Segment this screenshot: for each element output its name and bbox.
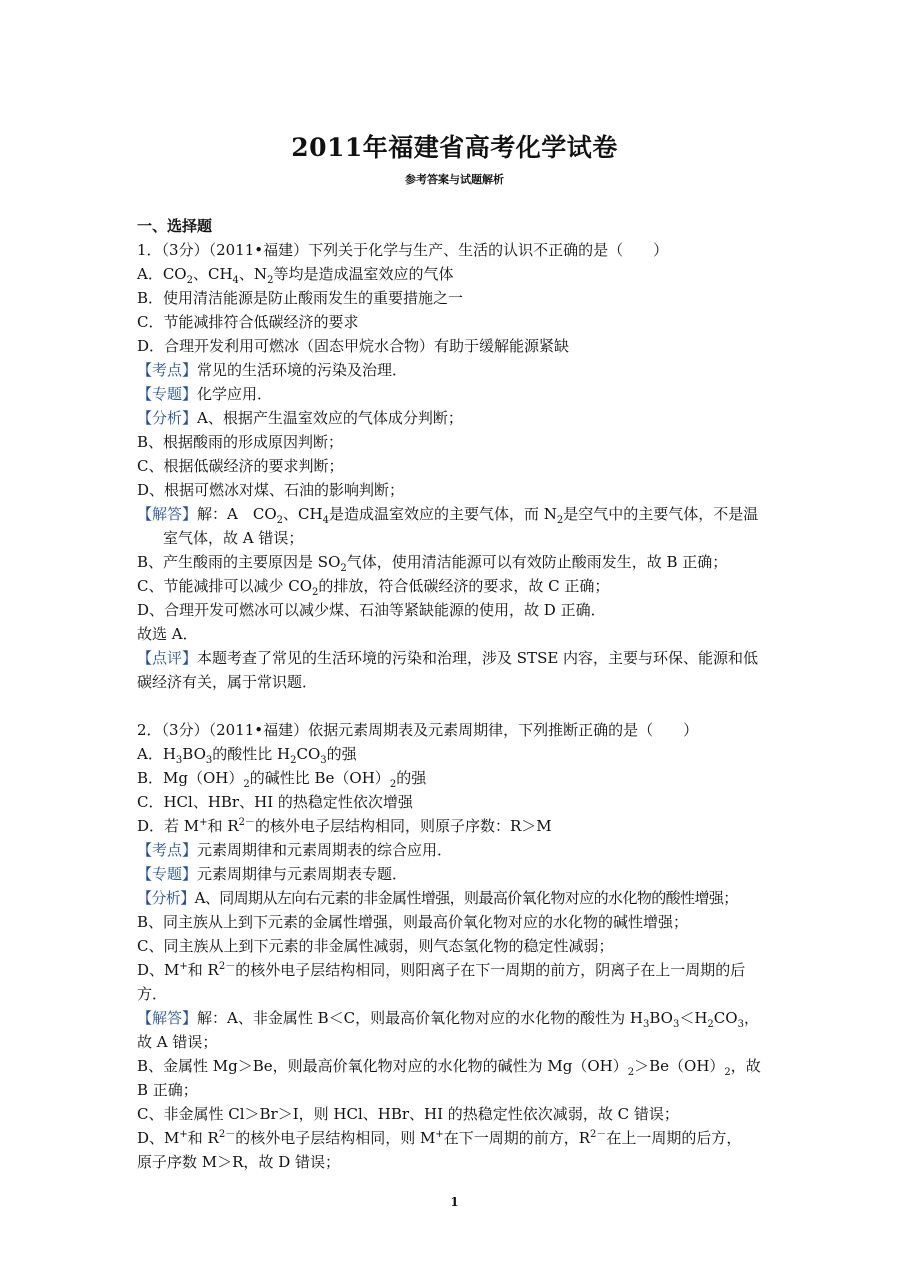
dianping-label: 【点评】: [137, 649, 198, 667]
q2-option-d: D．若 M+和 $R^{2-}$的核外电子层结构相同，则原子序数：R＞M: [137, 817, 552, 835]
q1-jieda-line3: B、产生酸雨的主要原因是 $SO_2$气体，使用清洁能源可以有效防止酸雨发生，故 B 正确；: [137, 553, 728, 574]
q1-jieda-line5: D、合理开发可燃冰可以减少煤、石油等紧缺能源的使用，故 D 正确．: [137, 601, 606, 619]
q2-kaodian: 【考点】元素周期律和元素周期表的综合应用．: [137, 841, 453, 859]
q1-option-d: D．合理开发利用可燃冰（固态甲烷水合物）有助于缓解能源紧缺: [137, 337, 570, 355]
q2-jieda-line5: C、非金属性 Cl＞Br＞I，则 HCl、HBr、HI 的热稳定性依次减弱，故 C 错误；: [137, 1105, 679, 1123]
q1-answer: 故选 A．: [137, 625, 198, 643]
q1-fenxi: 【分析】A、根据产生温室效应的气体成分判断；: [137, 409, 463, 427]
q2-fenxi-b: B、同主族从上到下元素的金属性增强，则最高价氧化物对应的水化物的碱性增强；: [137, 913, 689, 931]
q2-jieda-line3: B、金属性 Mg＞Be，则最高价氧化物对应的水化物的碱性为 $Mg(OH)_2>Be(OH)_2$，故: [137, 1057, 761, 1078]
q2-jieda: 【解答】解：A、非金属性 B＜C，则最高价氧化物对应的水化物的酸性为 $H_3BO_3<H_2CO_3$，: [137, 1009, 759, 1030]
q1-jieda-line4: C、节能减排可以减少 $CO_2$的排放，符合低碳经济的要求，故 C 正确；: [137, 577, 610, 598]
q2-jieda-line6: D、M+和 $R^{2-}$的核外电子层结构相同，则 M+在下一周期的前方，$R^{2-}$在上一周期的后方，: [137, 1129, 742, 1147]
q1-option-a: A．$CO_2$、$CH_4$、$N_2$等均是造成温室效应的气体: [137, 265, 454, 286]
fenxi-label: 【分析】: [137, 409, 198, 427]
q2-option-a: A．$H_3BO_3$的酸性比 $H_2CO_3$的强: [137, 745, 357, 766]
section-heading: 一、选择题: [137, 217, 213, 235]
q2-fenxi-c: C、同主族从上到下元素的非金属性减弱，则气态氢化物的稳定性减弱；: [137, 937, 614, 955]
jieda-label: 【解答】: [137, 505, 198, 523]
q2-option-b: B．$Mg(OH)_2$的碱性比 $Be(OH)_2$的强: [137, 769, 427, 790]
q1-option-c: C．节能减排符合低碳经济的要求: [137, 313, 359, 331]
q2-zhuanti: 【专题】元素周期律与元素周期表专题．: [137, 865, 408, 883]
q2-jieda-line4: B 正确；: [137, 1081, 198, 1099]
q1-fenxi-c: C、根据低碳经济的要求判断；: [137, 457, 344, 475]
q2-fenxi: 【分析】A、同周期从左向右元素的非金属性增强，则最高价氧化物对应的水化物的酸性增强；: [137, 889, 738, 907]
q1-zhuanti: 【专题】化学应用．: [137, 385, 273, 403]
q1-stem: 1．（3分）（2011•福建）下列关于化学与生产、生活的认识不正确的是（ ）: [137, 241, 669, 259]
kaodian-label: 【考点】: [137, 841, 198, 859]
q1-kaodian: 【考点】常见的生活环境的污染及治理．: [137, 361, 408, 379]
zhuanti-label: 【专题】: [137, 385, 198, 403]
q1-option-b: B．使用清洁能源是防止酸雨发生的重要措施之一: [137, 289, 464, 307]
q1-dianping: 【点评】本题考查了常见的生活环境的污染和治理，涉及 STSE 内容，主要与环保、能源和低: [137, 649, 759, 667]
fenxi-label: 【分析】: [137, 889, 195, 907]
zhuanti-label: 【专题】: [137, 865, 198, 883]
q1-jieda-line2: 室气体，故 A 错误；: [163, 529, 304, 547]
kaodian-label: 【考点】: [137, 361, 198, 379]
q2-stem: 2．（3分）（2011•福建）依据元素周期表及元素周期律，下列推断正确的是（ ）: [137, 721, 699, 739]
q2-option-c: C．HCl、HBr、HI 的热稳定性依次增强: [137, 793, 413, 811]
q1-fenxi-d: D、根据可燃冰对煤、石油的影响判断；: [137, 481, 405, 499]
q2-jieda-line2: 故 A 错误；: [137, 1033, 218, 1051]
q1-dianping-line2: 碳经济有关，属于常识题．: [137, 673, 318, 691]
page-number: 1: [450, 1195, 459, 1209]
q1-fenxi-b: B、根据酸雨的形成原因判断；: [137, 433, 344, 451]
page-title: 2011年福建省高考化学试卷: [291, 133, 618, 162]
jieda-label: 【解答】: [137, 1009, 198, 1027]
q2-fenxi-d-cont: 方．: [137, 985, 168, 1003]
q1-jieda: 【解答】解：A $CO_2$、$CH_4$是造成温室效应的主要气体，而 $N_2$是空气中的主要气体，不是温: [137, 505, 759, 526]
q2-jieda-line7: 原子序数 M＞R，故 D 错误；: [137, 1153, 340, 1171]
q2-fenxi-d: D、M+和 $R^{2-}$的核外电子层结构相同，则阳离子在下一周期的前方，阴离子在上一周期的后: [137, 961, 746, 979]
page-subtitle: 参考答案与试题解析: [405, 173, 504, 186]
